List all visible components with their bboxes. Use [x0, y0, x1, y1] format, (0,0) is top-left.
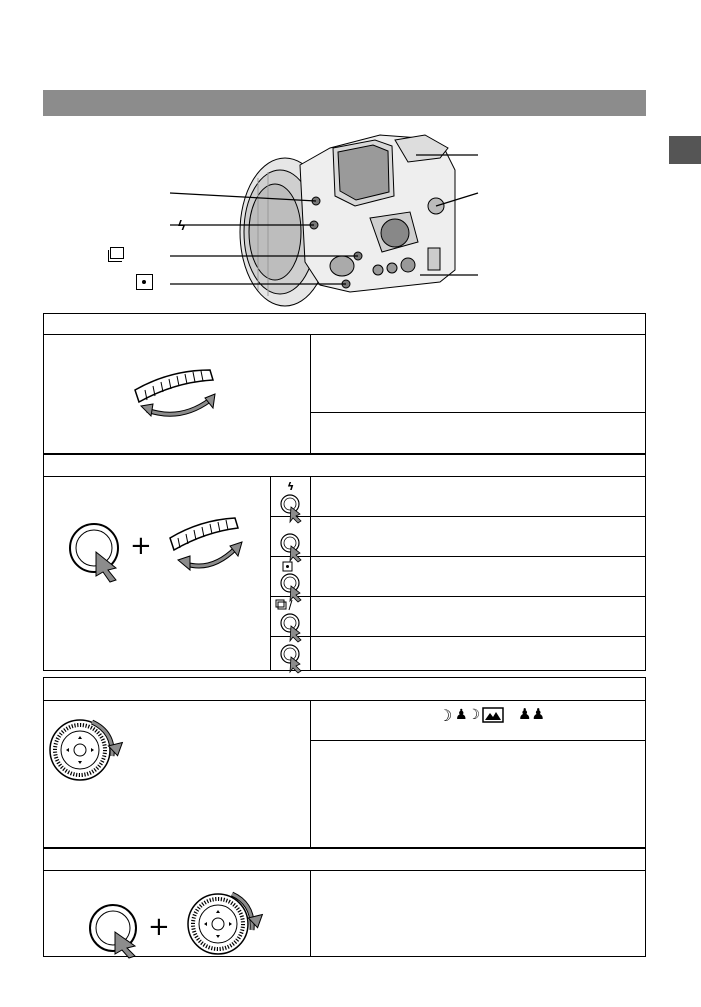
divider [310, 412, 646, 413]
svg-text:ϟ: ϟ [287, 480, 295, 493]
svg-text:+: + [130, 531, 152, 561]
divider [310, 334, 311, 454]
divider [270, 556, 646, 557]
command-dial-illustration [125, 360, 225, 426]
divider [270, 516, 646, 517]
divider [310, 700, 311, 848]
divider [310, 740, 646, 741]
twilight-icon: ☽ [438, 708, 453, 725]
control-wheel-illustration [48, 714, 133, 784]
flash-icon: ϟ [178, 217, 186, 233]
divider [43, 870, 646, 871]
burst-icon-back [108, 250, 122, 262]
divider [43, 476, 646, 477]
svg-text:+: + [148, 912, 170, 942]
twilight-portrait-icon: ♟☽ [455, 706, 481, 722]
landscape-icon [482, 707, 504, 723]
portrait-icon: ♟♟ [518, 706, 545, 723]
divider [270, 636, 646, 637]
divider [310, 476, 311, 671]
spot-metering-icon [136, 274, 153, 290]
camera-illustration [0, 0, 701, 310]
divider [270, 596, 646, 597]
divider [43, 700, 646, 701]
divider [43, 334, 646, 335]
button-plus-dial-illustration [60, 510, 260, 580]
divider [310, 870, 311, 957]
button-plus-wheel-illustration [80, 880, 280, 955]
section-3-table [43, 677, 646, 848]
button-icon-column [270, 476, 310, 671]
